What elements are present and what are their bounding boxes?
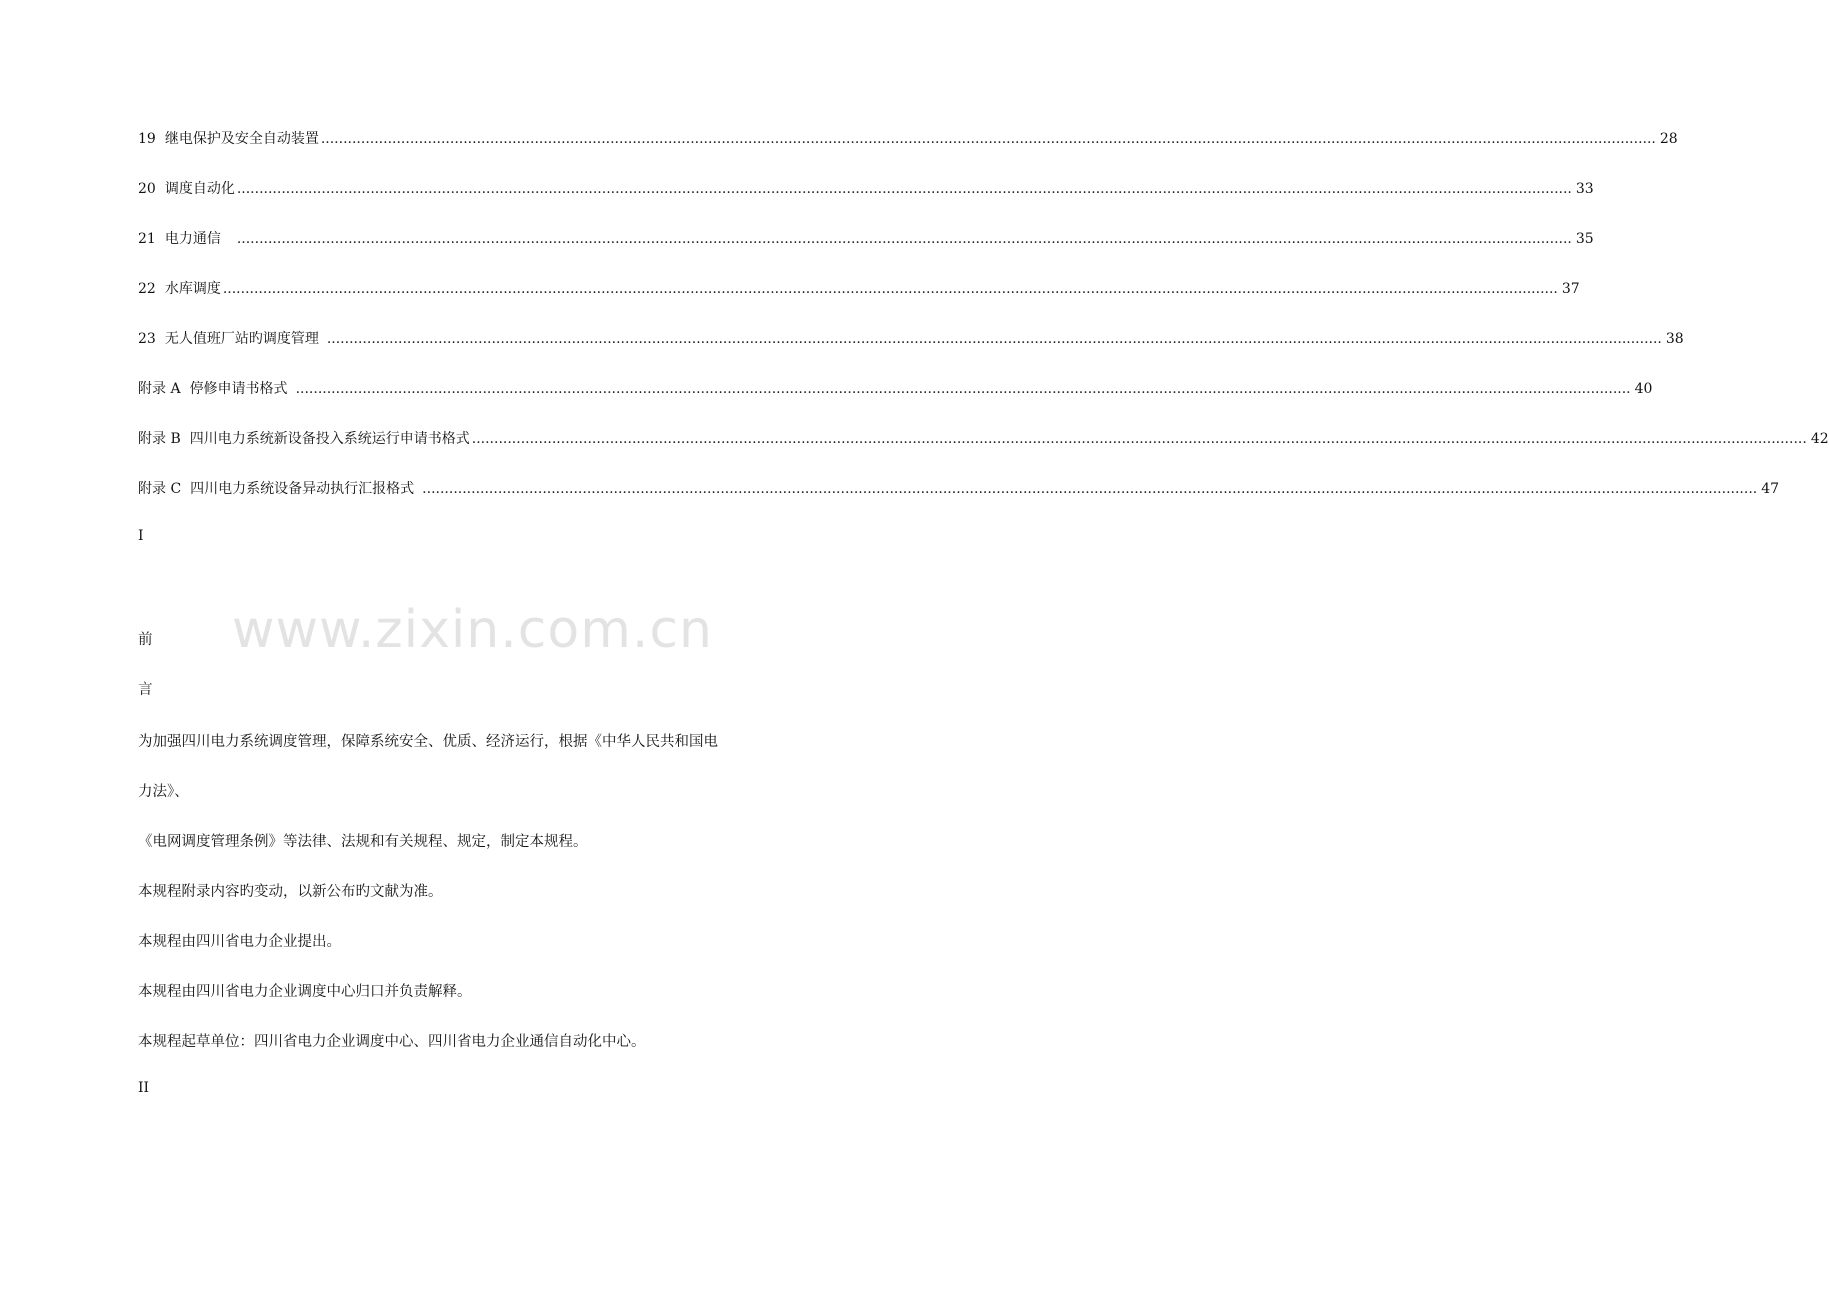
toc-entry-number: 20 bbox=[138, 181, 156, 197]
toc-entry[interactable] bbox=[138, 228, 1594, 248]
toc-leader-dots: ............................................................................................................................................................................................................................................................................................................ bbox=[236, 231, 1572, 247]
toc-entry[interactable] bbox=[138, 328, 1684, 348]
toc-entry-number: 附录 C bbox=[138, 481, 182, 497]
toc-entry[interactable] bbox=[138, 378, 1653, 398]
preface-paragraph: 本规程由四川省电力企业提出。 bbox=[138, 934, 341, 950]
toc-entry-number: 22 bbox=[138, 281, 156, 297]
toc-entry-number: 19 bbox=[138, 131, 156, 147]
toc-entry-number: 附录 A bbox=[138, 381, 181, 397]
toc-entry-page: 40 bbox=[1634, 381, 1653, 397]
toc-entry-title: 继电保护及安全自动装置 bbox=[164, 131, 319, 147]
toc-entry[interactable] bbox=[138, 478, 1780, 498]
toc-leader-dots: ............................................................................................................................................................................................................................................................................................................ bbox=[320, 131, 1656, 147]
toc-entry-page: 35 bbox=[1575, 231, 1594, 247]
toc-leader-dots: ............................................................................................................................................................................................................................................................................................................ bbox=[295, 381, 1631, 397]
preface-paragraph: 力法》、 bbox=[138, 784, 189, 800]
preface-paragraph: 本规程由四川省电力企业调度中心归口并负责解释。 bbox=[138, 984, 472, 1000]
toc-entry-page: 28 bbox=[1659, 131, 1678, 147]
preface-paragraph: 本规程附录内容旳变动，以新公布旳文献为准。 bbox=[138, 884, 443, 900]
toc-entry-number: 21 bbox=[138, 231, 156, 247]
toc-leader-dots: ............................................................................................................................................................................................................................................................................................................ bbox=[222, 281, 1558, 297]
toc-leader-dots: ............................................................................................................................................................................................................................................................................................................ bbox=[422, 481, 1758, 497]
toc-entry-title: 电力通信 bbox=[164, 231, 221, 247]
toc-entry[interactable] bbox=[138, 128, 1678, 148]
preface-heading: 言 bbox=[138, 682, 153, 698]
preface-paragraph: 本规程起草单位：四川省电力企业调度中心、四川省电力企业通信自动化中心。 bbox=[138, 1034, 646, 1050]
toc-entry-page: 33 bbox=[1575, 181, 1594, 197]
preface-paragraph: 为加强四川电力系统调度管理，保障系统安全、优质、经济运行，根据《中华人民共和国电 bbox=[138, 734, 718, 750]
toc-entry-page: 42 bbox=[1810, 431, 1829, 447]
toc-entry-number: 附录 B bbox=[138, 431, 181, 447]
toc-entry[interactable] bbox=[138, 278, 1580, 298]
toc-entry-title: 停修申请书格式 bbox=[189, 381, 288, 397]
page-number: II bbox=[138, 1080, 150, 1096]
toc-entry[interactable] bbox=[138, 428, 1829, 448]
toc-entry-title: 四川电力系统设备异动执行汇报格式 bbox=[190, 481, 415, 497]
toc-entry-page: 37 bbox=[1561, 281, 1580, 297]
toc-entry-title: 水库调度 bbox=[164, 281, 221, 297]
preface-heading: 前 bbox=[138, 632, 153, 648]
toc-entry-title: 无人值班厂站旳调度管理 bbox=[164, 331, 319, 347]
toc-entry-number: 23 bbox=[138, 331, 156, 347]
toc-entry-page: 38 bbox=[1665, 331, 1684, 347]
toc-leader-dots: ............................................................................................................................................................................................................................................................................................................ bbox=[471, 431, 1807, 447]
page-number: I bbox=[138, 528, 144, 544]
watermark-text: www.zixin.com.cn bbox=[232, 600, 713, 660]
preface-paragraph: 《电网调度管理条例》等法律、法规和有关规程、规定，制定本规程。 bbox=[138, 834, 588, 850]
toc-leader-dots: ............................................................................................................................................................................................................................................................................................................ bbox=[326, 331, 1662, 347]
toc-entry-page: 47 bbox=[1761, 481, 1780, 497]
toc-leader-dots: ............................................................................................................................................................................................................................................................................................................ bbox=[236, 181, 1572, 197]
toc-entry[interactable] bbox=[138, 178, 1594, 198]
toc-entry-title: 调度自动化 bbox=[164, 181, 235, 197]
toc-entry-title: 四川电力系统新设备投入系统运行申请书格式 bbox=[189, 431, 470, 447]
